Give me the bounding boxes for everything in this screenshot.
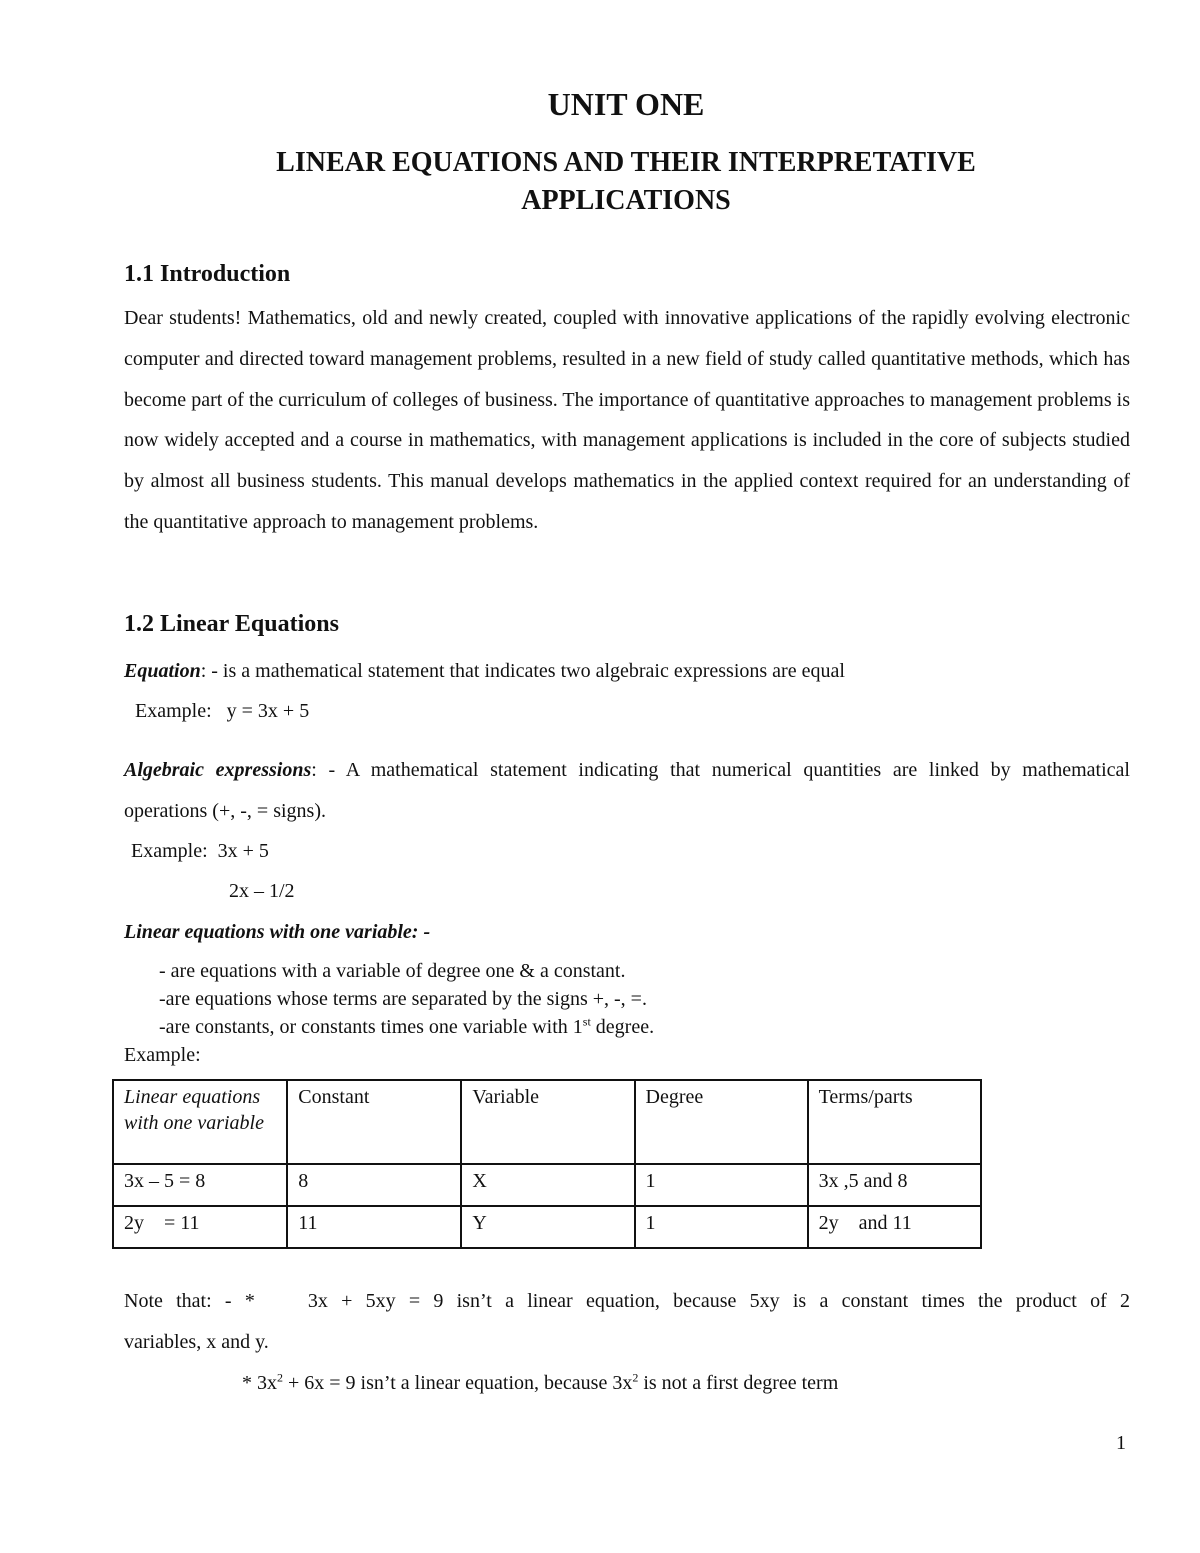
table-header-row [113, 1080, 981, 1164]
table-cell: 2y and 11 [808, 1206, 981, 1248]
unit-title: UNIT ONE [547, 86, 705, 122]
table-cell: 11 [287, 1206, 461, 1248]
note-line3-sup2: 2 [632, 1370, 639, 1385]
algebraic-def-text: : - A mathematical statement indicating that numerical quantities are linked by mathematical operations (+, -, = signs). [124, 759, 1130, 822]
note-line1: Note that: - * 3x + 5xy = 9 isn’t a linear equation, because 5xy is a constant times the product of 2 [124, 1290, 1130, 1312]
table-header: Degree [635, 1080, 808, 1164]
introduction-paragraph: Dear students! Mathematics, old and newly created, coupled with innovative applications of the rapidly evolving electronic computer and directed toward management problems, resulted in a new field of study called quantitative methods, which has become part of the curriculum of colleges of business. The importance of quantitative approaches to management problems is now widely accepted and a course in mathematics, with management applications is included in the core of subjects studied by almost all business students. This manual develops mathematics in the applied context required for an understanding of the quantitative approach to management problems. [124, 307, 1130, 533]
main-title-line2: APPLICATIONS [521, 185, 731, 216]
note-line3-b: + 6x = 9 isn’t a linear equation, because 3x [283, 1372, 633, 1394]
note-line3 [242, 1370, 838, 1396]
example-algebraic: Example: 3x + 5 [131, 840, 269, 862]
note-line3-a: * 3x [242, 1372, 277, 1394]
example-algebraic-line2: 2x – 1/2 [229, 880, 295, 902]
table-header: Linear equations with one variable [113, 1080, 287, 1164]
table-cell: X [461, 1164, 634, 1206]
bullet-constants [159, 1013, 654, 1041]
algebraic-definition [124, 750, 1130, 832]
section-heading-linear-equations [124, 609, 339, 639]
example-equation: Example: y = 3x + 5 [135, 700, 310, 722]
table-cell: 3x ,5 and 8 [808, 1164, 981, 1206]
table-header: Constant [287, 1080, 461, 1164]
note-line3-c: is not a first degree term [638, 1372, 839, 1394]
table-header: Terms/parts [808, 1080, 981, 1164]
bullet-terms-separated: -are equations whose terms are separated by the signs +, -, =. [159, 988, 647, 1010]
section-heading-introduction: 1.1 Introduction [124, 261, 291, 287]
table-cell: Y [461, 1206, 634, 1248]
table-cell: 1 [635, 1206, 808, 1248]
note-line2: variables, x and y. [124, 1331, 269, 1353]
equation-definition [124, 658, 845, 684]
table-cell: 8 [287, 1164, 461, 1206]
table-cell: 3x – 5 = 8 [113, 1164, 287, 1206]
note-line3-sup1: 2 [277, 1370, 283, 1385]
bullet3-pre: -are constants, or constants times one variable with 1 [159, 1016, 583, 1038]
linear-equations-table [112, 1079, 982, 1249]
main-title [0, 144, 1200, 220]
table-cell: 1 [635, 1164, 808, 1206]
bullet3-post: degree. [590, 1016, 655, 1038]
equation-def-text: : - is a mathematical statement that indicates two algebraic expressions are equal [200, 660, 845, 682]
table-row [113, 1164, 981, 1206]
page-number: 1 [1116, 1432, 1126, 1454]
main-title-line1: LINEAR EQUATIONS AND THEIR INTERPRETATIVE [276, 147, 976, 178]
example-table-label: Example: [124, 1044, 201, 1066]
table-header: Variable [461, 1080, 634, 1164]
table-cell: 2y = 11 [113, 1206, 287, 1248]
bullet-degree-one: - are equations with a variable of degree one & a constant. [159, 960, 626, 982]
algebraic-term: Algebraic expressions [124, 759, 312, 781]
table-row [113, 1206, 981, 1248]
section-heading-linear-equations-text: 1.2 Linear Equations [124, 611, 339, 637]
linear-one-variable-heading: Linear equations with one variable: - [124, 921, 431, 943]
bullet3-sup: st [582, 1014, 591, 1029]
equation-term: Equation [124, 660, 201, 682]
